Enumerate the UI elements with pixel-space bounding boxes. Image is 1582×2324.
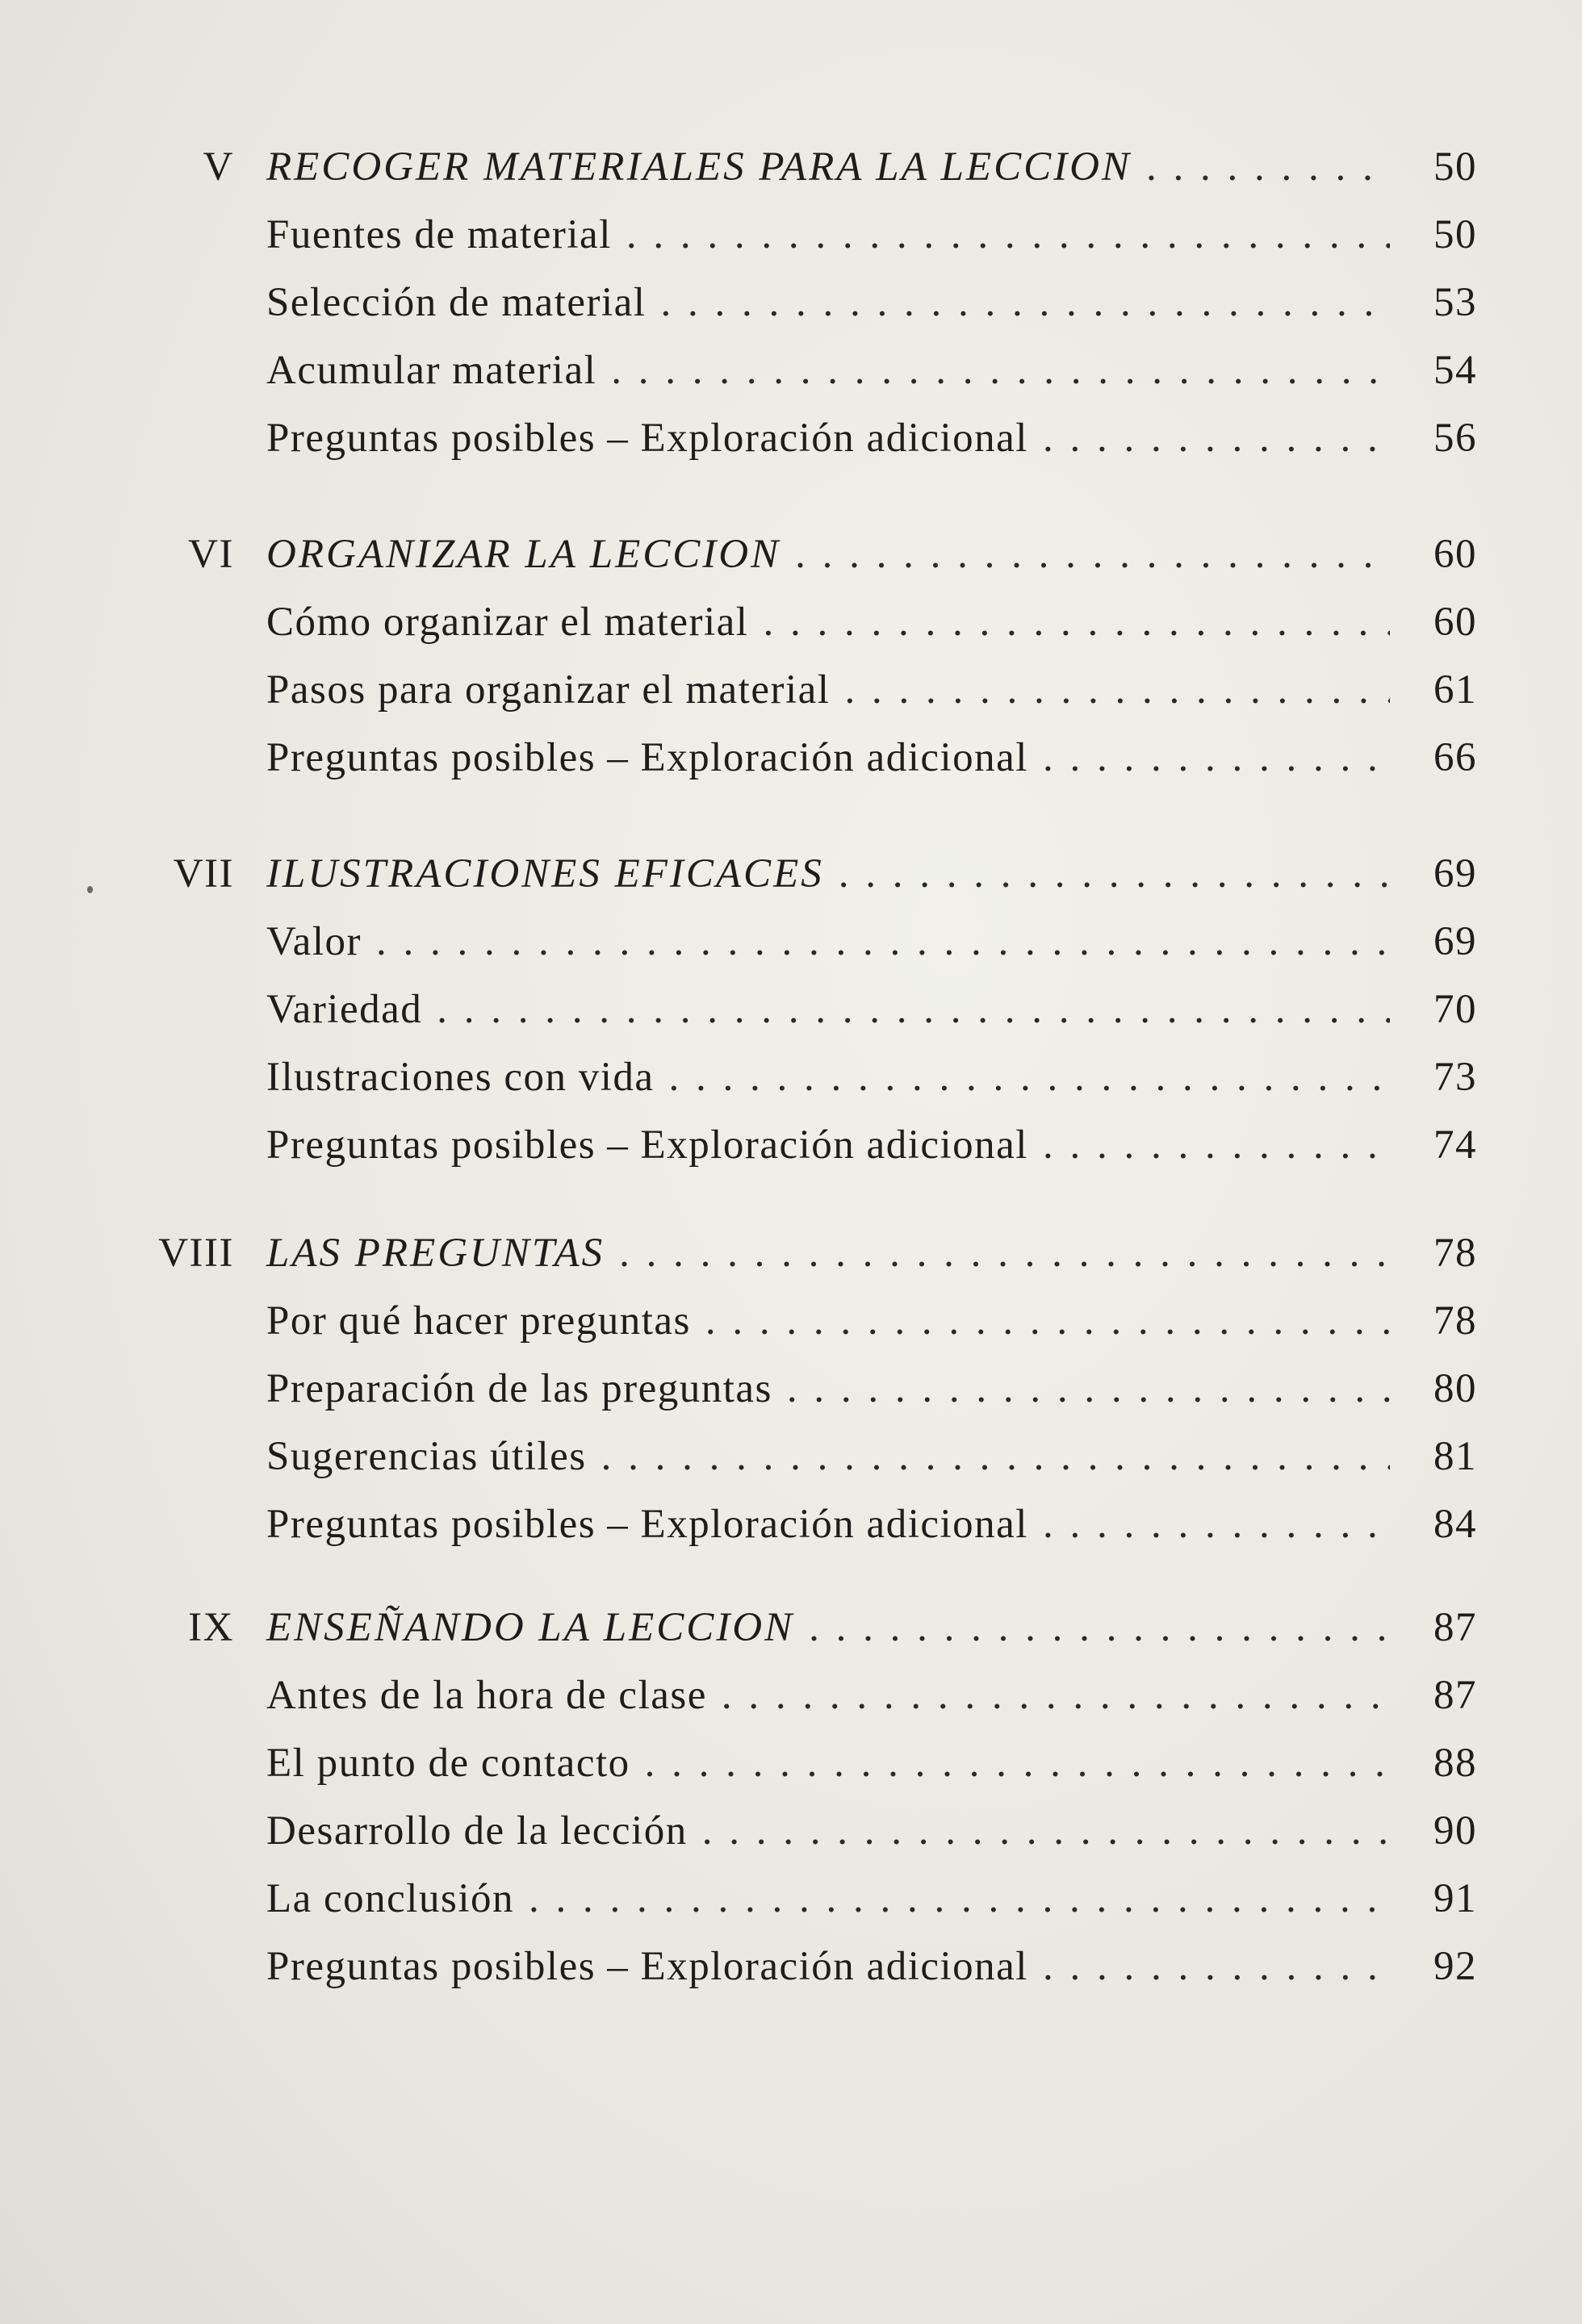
page-number: 81 xyxy=(1433,1434,1477,1479)
page-number: 80 xyxy=(1433,1366,1477,1411)
toc-entry[interactable] xyxy=(121,986,1477,1054)
entry-label: Preparación de las preguntas xyxy=(266,1366,772,1411)
toc-entry[interactable] xyxy=(121,1054,1477,1122)
page-number: 78 xyxy=(1433,1231,1477,1276)
chapter-vi xyxy=(121,531,1477,802)
entry-label: Cómo organizar el material xyxy=(266,600,749,645)
entry-label: Sugerencias útiles xyxy=(266,1434,587,1479)
page-number: 56 xyxy=(1433,416,1477,461)
dot-leader xyxy=(645,1740,1390,1787)
page-number: 60 xyxy=(1433,600,1477,645)
entry-label: Selección de material xyxy=(266,280,647,325)
page-number: 88 xyxy=(1433,1741,1477,1786)
toc-entry[interactable] xyxy=(121,1740,1477,1808)
entry-label: Desarrollo de la lección xyxy=(266,1808,688,1854)
toc-entry[interactable] xyxy=(121,1875,1477,1943)
page-number: 84 xyxy=(1433,1502,1477,1547)
dot-leader xyxy=(722,1672,1390,1719)
toc-entry[interactable] xyxy=(121,1672,1477,1740)
toc-entry[interactable] xyxy=(121,918,1477,986)
toc-entry[interactable] xyxy=(121,1365,1477,1433)
toc-entry[interactable] xyxy=(121,1943,1477,2011)
page-number: 91 xyxy=(1433,1876,1477,1921)
dot-leader xyxy=(787,1365,1390,1412)
entry-label: La conclusión xyxy=(266,1876,514,1921)
page-number: 92 xyxy=(1433,1944,1477,1989)
toc-entry[interactable] xyxy=(121,415,1477,483)
page-number: 78 xyxy=(1433,1298,1477,1344)
chapter-numeral: V xyxy=(203,144,234,190)
entry-label: Preguntas posibles – Exploración adicional xyxy=(266,416,1028,461)
page-number: 50 xyxy=(1433,144,1477,190)
dot-leader xyxy=(1043,1943,1390,1990)
dot-leader xyxy=(839,851,1390,897)
chapter-title: ENSEÑANDO LA LECCION xyxy=(266,1605,795,1650)
dot-leader xyxy=(1146,144,1390,190)
entry-label: Antes de la hora de clase xyxy=(266,1673,707,1718)
toc-entry[interactable] xyxy=(121,279,1477,347)
dot-leader xyxy=(763,599,1390,646)
chapter-heading-row[interactable] xyxy=(121,1604,1477,1672)
chapter-numeral: IX xyxy=(188,1605,234,1650)
chapter-title: ILUSTRACIONES EFICACES xyxy=(266,851,824,897)
dot-leader xyxy=(437,986,1390,1033)
page-number: 87 xyxy=(1433,1673,1477,1718)
toc-entry[interactable] xyxy=(121,1433,1477,1501)
toc-entry[interactable] xyxy=(121,1808,1477,1875)
dot-leader xyxy=(376,918,1390,965)
entry-label: Preguntas posibles – Exploración adicional xyxy=(266,1944,1028,1989)
dot-leader xyxy=(844,667,1390,713)
dot-leader xyxy=(660,279,1390,326)
entry-label: Pasos para organizar el material xyxy=(266,667,831,713)
entry-label: Ilustraciones con vida xyxy=(266,1055,655,1100)
page-number: 70 xyxy=(1433,987,1477,1032)
entry-label: Preguntas posibles – Exploración adicional xyxy=(266,1502,1028,1547)
toc-entry[interactable] xyxy=(121,1501,1477,1569)
dot-leader xyxy=(601,1433,1390,1480)
page-number: 66 xyxy=(1433,735,1477,780)
dot-leader xyxy=(1043,415,1390,462)
dot-leader xyxy=(1043,1122,1390,1168)
page-number: 69 xyxy=(1433,919,1477,964)
page-number: 60 xyxy=(1433,532,1477,577)
entry-label: Acumular material xyxy=(266,348,597,393)
chapter-title: ORGANIZAR LA LECCION xyxy=(266,532,781,577)
chapter-ix xyxy=(121,1604,1477,2011)
toc-entry[interactable] xyxy=(121,1298,1477,1365)
toc-entry[interactable] xyxy=(121,347,1477,415)
chapter-vii xyxy=(121,851,1477,1189)
entry-label: Por qué hacer preguntas xyxy=(266,1298,691,1344)
chapter-title: LAS PREGUNTAS xyxy=(266,1231,605,1276)
page-number: 61 xyxy=(1433,667,1477,713)
dot-leader xyxy=(1043,1501,1390,1548)
toc-entry[interactable] xyxy=(121,1122,1477,1189)
chapter-numeral: VII xyxy=(173,851,234,897)
entry-label: Fuentes de material xyxy=(266,212,612,257)
page-number: 90 xyxy=(1433,1808,1477,1854)
dot-leader xyxy=(795,531,1390,578)
chapter-viii xyxy=(121,1230,1477,1569)
entry-label: El punto de contacto xyxy=(266,1741,630,1786)
entry-label: Preguntas posibles – Exploración adicional xyxy=(266,1122,1028,1168)
entry-label: Variedad xyxy=(266,987,423,1032)
page-number: 74 xyxy=(1433,1122,1477,1168)
page-number: 54 xyxy=(1433,348,1477,393)
dot-leader xyxy=(702,1808,1390,1854)
chapter-heading-row[interactable] xyxy=(121,1230,1477,1298)
dot-leader xyxy=(619,1230,1390,1277)
dot-leader xyxy=(1043,734,1390,781)
dot-leader xyxy=(626,211,1390,258)
toc-entry[interactable] xyxy=(121,599,1477,667)
dot-leader xyxy=(809,1604,1390,1651)
page-number: 73 xyxy=(1433,1055,1477,1100)
ink-speck xyxy=(87,886,93,893)
chapter-title: RECOGER MATERIALES PARA LA LECCION xyxy=(266,144,1132,190)
dot-leader xyxy=(529,1875,1390,1922)
page-number: 69 xyxy=(1433,851,1477,897)
toc-entry[interactable] xyxy=(121,211,1477,279)
chapter-numeral: VI xyxy=(188,532,234,577)
entry-label: Valor xyxy=(266,919,362,964)
dot-leader xyxy=(611,347,1390,394)
toc-entry[interactable] xyxy=(121,667,1477,734)
dot-leader xyxy=(669,1054,1390,1101)
chapter-heading-row[interactable] xyxy=(121,144,1477,211)
chapter-heading-row[interactable] xyxy=(121,851,1477,918)
toc-entry[interactable] xyxy=(121,734,1477,802)
chapter-numeral: VIII xyxy=(158,1231,234,1276)
chapter-v xyxy=(121,144,1477,483)
page-number: 87 xyxy=(1433,1605,1477,1650)
entry-label: Preguntas posibles – Exploración adicional xyxy=(266,735,1028,780)
page-number: 53 xyxy=(1433,280,1477,325)
page-number: 50 xyxy=(1433,212,1477,257)
dot-leader xyxy=(705,1298,1390,1344)
chapter-heading-row[interactable] xyxy=(121,531,1477,599)
